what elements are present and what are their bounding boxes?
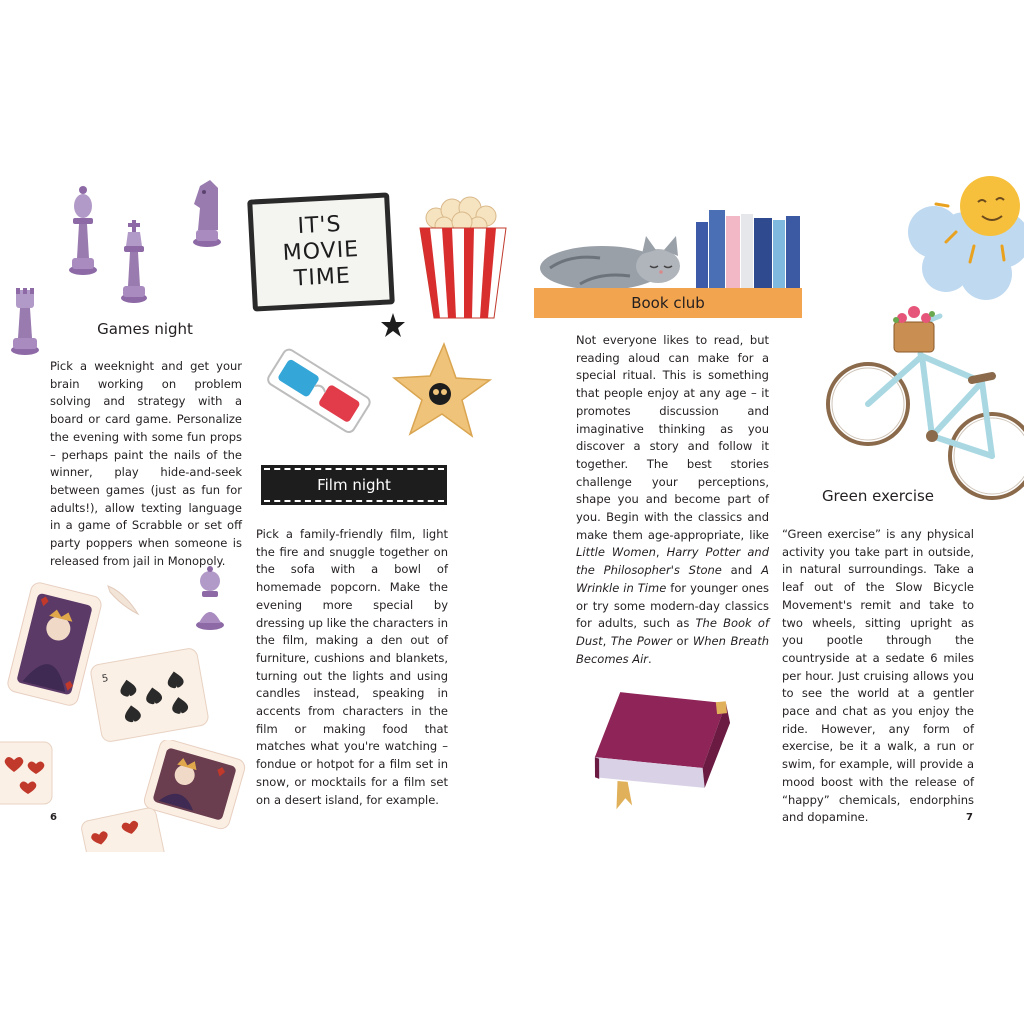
playing-card-hearts-icon	[0, 736, 58, 808]
card-scrap-icon	[104, 582, 144, 622]
chess-bishop-icon	[66, 184, 100, 276]
lightbox-line-2: MOVIE	[282, 237, 360, 266]
green-exercise-body: “Green exercise” is any physical activity you take part in outside, in natural surroundings. Take a leaf out of the Slow Bicycle Movement's remit and take to two wheels, sitting upright as you pootle through the countryside at a sedate 6 miles per hour. Just cruising allows you to see the world at a gentler pace and chat as you enjoy the ride. However, any form of exercise, be it a walk, a run or swim, for example, will provide a mood boost with the release of “happy” chemicals, endorphins and dopamine.	[782, 527, 974, 825]
chess-pawn-icon	[8, 286, 42, 356]
book-title-harry-potter: Harry Potter and the Philosopher's Stone	[576, 545, 769, 578]
book-club-text: and	[721, 563, 762, 578]
bicycle-icon	[822, 296, 1024, 506]
page-number-right: 7	[966, 812, 973, 823]
star-icon	[380, 312, 406, 338]
books-row-icon	[696, 210, 802, 290]
svg-text:5: 5	[101, 673, 110, 685]
green-exercise-heading: Green exercise	[821, 487, 935, 505]
popcorn-icon	[416, 196, 510, 320]
book-club-text: ,	[655, 545, 667, 560]
lightbox-line-3: TIME	[293, 263, 352, 292]
sun-icon	[906, 170, 1024, 312]
chess-pawn-icon	[193, 565, 227, 631]
film-star-icon	[392, 342, 492, 440]
page-number-left: 6	[50, 812, 57, 823]
book-club-text: .	[648, 651, 652, 666]
movie-lightbox	[247, 192, 395, 311]
book-club-heading: Book club	[631, 294, 705, 312]
games-night-body: Pick a weeknight and get your brain working on problem solving and strategy with a board or card game. Personalize the evening with some fun props – perhaps paint the nails of the winner, play hide-and-seek between games (just as fun for adults!), allow texting language in a game of Scrabble or set off party poppers when someone is released from jail in Monopoly.	[50, 359, 242, 568]
chess-king-icon	[118, 218, 150, 304]
3d-glasses-icon	[262, 340, 372, 444]
book-club-body	[576, 332, 769, 668]
book-title-when-breath: When Breath Becomes Air	[576, 633, 769, 666]
book-icon	[580, 680, 746, 810]
book-title-the-power: The Power	[610, 633, 672, 648]
book-title-wrinkle-in-time: A Wrinkle in Time	[576, 563, 769, 595]
book-club-shelf	[534, 288, 802, 318]
lightbox-line-1: IT'S	[297, 211, 343, 240]
book-title-book-of-dust: The Book of Dust	[576, 616, 769, 648]
book-title-little-women: Little Women	[576, 545, 656, 560]
chess-knight-icon	[190, 178, 224, 248]
playing-card-hearts-icon	[80, 806, 166, 852]
book-club-text: or	[672, 633, 693, 648]
sleeping-cat-icon	[540, 232, 686, 290]
book-club-text: ,	[602, 633, 611, 648]
film-night-banner	[264, 468, 444, 502]
games-night-heading: Games night	[97, 320, 193, 338]
film-night-body: Pick a family-friendly film, light the fire and snuggle together on the sofa with a bowl of homemade popcorn. Make the evening more special by dressing up like the characters in the film, making a den out of furniture, cushions and blankets, turning out the lights and using candles instead, speaking in accents from characters in the film or making food that matches what you're watching – fondue or hotpot for a film set in snow, or mocktails for a film set on a desert island, for example.	[256, 527, 448, 807]
film-night-heading: Film night	[317, 476, 391, 494]
book-club-text: for younger ones or try some modern-day classics for adults, such as	[576, 580, 769, 631]
book-club-text: Not everyone likes to read, but reading aloud can make for a special ritual. This is something that people enjoy at any age – it promotes discussion and imaginative thinking as you discover a story and follow it together. The best stories challenge your perceptions, shape you and become part of you. Begin with the classics and make them age-appropriate, like	[576, 333, 769, 542]
playing-card-spades-icon	[88, 648, 212, 748]
